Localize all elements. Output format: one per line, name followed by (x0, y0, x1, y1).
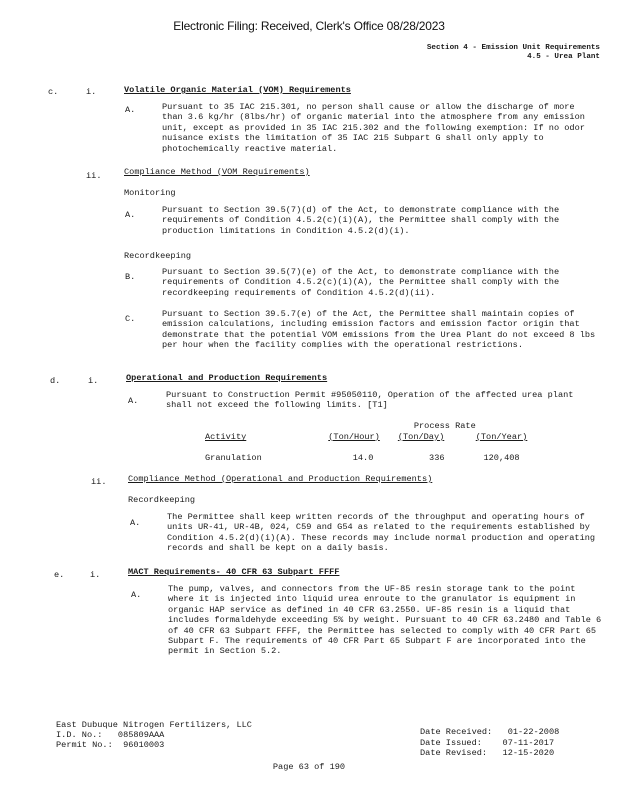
filing-stamp: Electronic Filing: Received, Clerk's Office 08/28/2023 (173, 19, 445, 33)
footer-dates-block (420, 727, 559, 759)
section-d-recordkeeping: Recordkeeping (128, 495, 196, 505)
footer-received-label: Date Received: (420, 727, 493, 737)
footer-revised-label: Date Revised: (420, 748, 488, 758)
footer-company: East Dubuque Nitrogen Fertilizers, LLC (56, 720, 252, 730)
section-d-ii-a-label: A. (130, 518, 141, 528)
footer-issued-label: Date Issued: (420, 737, 482, 748)
section-c-i-a-text: Pursuant to 35 IAC 215.301, no person shall cause or allow the discharge of more than 3.6 kg/hr (8lbs/hr) of organic material into the atmosphere from any emission unit, except as provided in 35 IAC 215.302 and the following exemption: If no odor nuisance exists the limitation of 35 IAC 215 Subpart G shall only apply to photochemically reactive material. (162, 102, 585, 154)
cell-ton-day: 336 (429, 452, 445, 463)
section-c-recordkeeping: Recordkeeping (124, 251, 192, 261)
footer-id-value: 085809AAA (117, 730, 165, 740)
footer-received-value: 01-22-2008 (507, 727, 560, 737)
section-c-i-title: Volatile Organic Material (VOM) Requirements (124, 85, 351, 95)
cell-activity: Granulation (205, 452, 262, 463)
running-header (427, 44, 600, 62)
section-c-ii-b-text: Pursuant to Section 39.5(7)(e) of the Act, to demonstrate compliance with the requirements of Condition 4.5.2(c)(i)(A), the Permittee shall comply with the recordkeeping requirements of Condition 4.5.2(d)(ii). (162, 267, 560, 298)
section-c-ii-num: ii. (86, 171, 102, 181)
section-e-i-title: MACT Requirements- 40 CFR 63 Subpart FFFF (128, 567, 340, 577)
table-row (205, 443, 527, 463)
process-rate-table (205, 421, 527, 463)
process-rate-span-header: Process Rate (413, 421, 476, 431)
section-c-monitoring: Monitoring (124, 188, 176, 198)
col-header-ton-hour: (Ton/Hour) (328, 431, 380, 442)
section-d-i-a-label: A. (128, 396, 139, 406)
footer-id-label: I.D. No.: (56, 730, 103, 740)
footer-facility-block (56, 720, 252, 750)
col-header-ton-day: (Ton/Day) (397, 431, 445, 442)
running-header-section: Section 4 - Emission Unit Requirements (426, 44, 600, 52)
cell-ton-year: 120,408 (483, 452, 520, 463)
footer-issued-value: 07-11-2017 (502, 737, 555, 748)
footer-permit-value: 96010003 (123, 740, 165, 750)
section-d-letter: d. (50, 376, 61, 386)
section-c-i-num: i. (86, 87, 97, 97)
section-d-i-a-text: Pursuant to Construction Permit #95050110, Operation of the affected urea plant shall not exceed the following limits. [T1] (166, 390, 574, 411)
section-d-i-title: Operational and Production Requirements (126, 373, 328, 383)
section-e-i-a-label: A. (131, 590, 142, 600)
section-c-ii-title: Compliance Method (VOM Requirements) (124, 167, 310, 177)
section-c-ii-c-label: C. (125, 314, 136, 324)
section-c-letter: c. (48, 87, 59, 97)
section-d-ii-title: Compliance Method (Operational and Production Requirements) (128, 474, 433, 484)
section-e-i-a-text: The pump, valves, and connectors from the UF-85 resin storage tank to the point where it is injected into liquid urea enroute to the granulator is equipment in organic HAP service as defined in 40 CFR 63.2550. UF-85 resin is a liquid that includes formaldehyde exceeding 5% by weight. Pursuant to 40 CFR 63.2480 and Table 6 of 40 CFR 63 Subpart FFFF, the Permittee has selected to comply with 40 CFR Part 65 Subpart F. The requirements of 40 CFR Part 65 Subpart F are incorporated into the permit in Section 5.2. (168, 584, 602, 657)
col-header-activity: Activity (205, 432, 247, 443)
cell-ton-hour: 14.0 (352, 452, 374, 463)
page-number: Page 63 of 190 (272, 762, 346, 772)
section-c-i-a-label: A. (125, 105, 136, 115)
footer-revised-value: 12-15-2020 (502, 748, 555, 758)
section-c-ii-c-text: Pursuant to Section 39.5.7(e) of the Act, the Permittee shall maintain copies of emission calculations, including emission factors and emission factor origin that demonstrate that the potential VOM emissions from the Urea Plant do not exceed 8 lbs per hour when the facility complies with the operational restrictions. (162, 309, 596, 351)
footer-permit-label: Permit No.: (56, 740, 113, 750)
col-header-ton-year: (Ton/Year) (475, 431, 528, 442)
section-c-ii-a-text: Pursuant to Section 39.5(7)(d) of the Act, to demonstrate compliance with the requirements of Condition 4.5.2(c)(i)(A), the Permittee shall comply with the production limitations in Condition 4.5.2(d)(i). (162, 205, 560, 236)
running-header-subsection: 4.5 - Urea Plant (527, 53, 600, 61)
section-e-i-num: i. (90, 570, 101, 580)
section-d-ii-a-text: The Permittee shall keep written records of the throughput and operating hours of units UR-41, UR-4B, 024, C59 and G54 as related to the requirements established by Condition 4.5.2(d)(i)(A). These records may include normal production and operating records and shall be kept on a daily basis. (167, 512, 596, 554)
section-e-letter: e. (54, 570, 65, 580)
section-c-ii-b-label: B. (125, 272, 136, 282)
section-c-ii-a-label: A. (125, 210, 136, 220)
section-d-i-num: i. (88, 376, 99, 386)
section-d-ii-num: ii. (91, 477, 107, 487)
